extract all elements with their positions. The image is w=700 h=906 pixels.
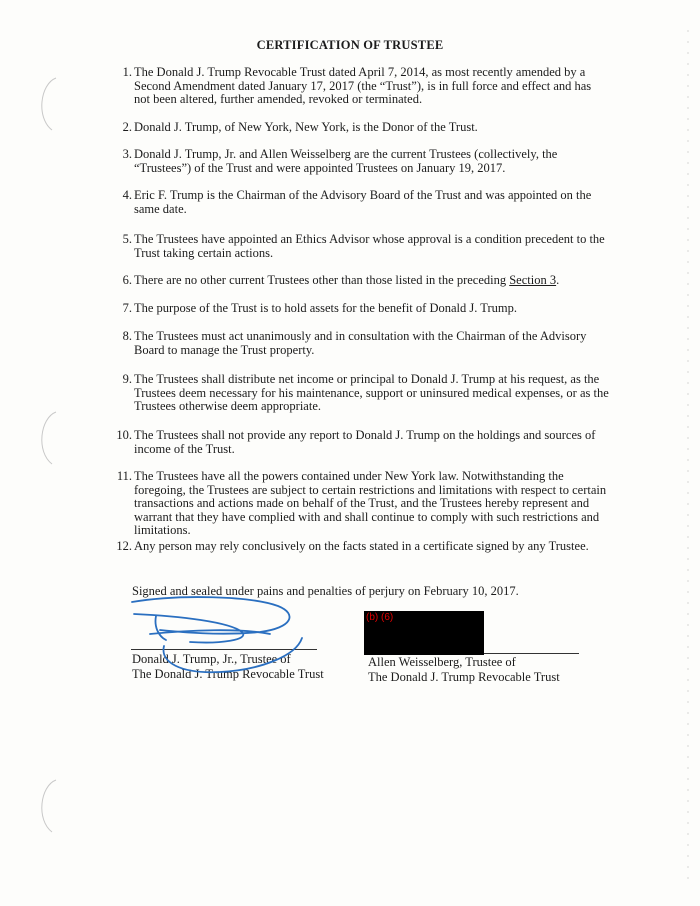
clause-text: Donald J. Trump, of New York, New York, is the Donor of the Trust. bbox=[134, 120, 478, 134]
signatory-right bbox=[368, 655, 560, 685]
clause-text-tail: . bbox=[556, 273, 560, 287]
clause-text: The Trustees have all the powers contained under New York law. Notwithstanding the foregoing, the Trustees are subject to certain restrictions and limitations with respect to certain transactions and actions made on behalf of the Trust, and the Trustees hereby represent and warrant that they have complied with and shall continue to comply with such restrictions and limitations. bbox=[134, 469, 607, 537]
section-reference: Section 3 bbox=[509, 273, 557, 287]
clause-number: 11. bbox=[116, 469, 132, 483]
signatory-left-trust: The Donald J. Trump Revocable Trust bbox=[132, 667, 324, 681]
signatory-left-name: Donald J. Trump, Jr., Trustee of bbox=[132, 652, 291, 666]
signatory-right-trust: The Donald J. Trump Revocable Trust bbox=[368, 670, 560, 684]
clause-text bbox=[134, 274, 610, 288]
redaction-label: (b) (6) bbox=[366, 612, 394, 623]
page-edge-marks bbox=[682, 0, 694, 906]
clause-number: 9. bbox=[122, 372, 132, 386]
clause-number: 6. bbox=[122, 273, 132, 287]
punch-holes-decoration bbox=[18, 0, 58, 906]
clause-text: Any person may rely conclusively on the facts stated in a certificate signed by any Trustee. bbox=[134, 539, 589, 553]
clause-number: 3. bbox=[122, 147, 132, 161]
clause-text: The Trustees shall not provide any report to Donald J. Trump on the holdings and sources of income of the Trust. bbox=[134, 428, 596, 456]
document-title: CERTIFICATION OF TRUSTEE bbox=[256, 38, 444, 52]
handwritten-signature bbox=[120, 592, 320, 682]
clause-number: 1. bbox=[122, 65, 132, 79]
clause-text: The Trustees shall distribute net income or principal to Donald J. Trump at his request, as the Trustees deem necessary for his maintenance, support or uninsured medical expenses, or as the Trustees otherwise deem appropriate. bbox=[134, 372, 609, 413]
clause-number: 4. bbox=[122, 188, 132, 202]
clause-number: 12. bbox=[116, 539, 132, 553]
clause-number: 7. bbox=[122, 301, 132, 315]
clause-number: 2. bbox=[122, 120, 132, 134]
clause-text: Donald J. Trump, Jr. and Allen Weisselberg are the current Trustees (collectively, the “Trustees”) of the Trust and were appointed Trustees on January 19, 2017. bbox=[134, 147, 558, 175]
clause-number: 8. bbox=[122, 329, 132, 343]
clause-text: The Trustees have appointed an Ethics Advisor whose approval is a condition precedent to the Trust taking certain actions. bbox=[134, 232, 605, 260]
signatory-right-name: Allen Weisselberg, Trustee of bbox=[368, 655, 516, 669]
clause-text: The Trustees must act unanimously and in consultation with the Chairman of the Advisory Board to manage the Trust property. bbox=[134, 329, 587, 357]
clause-text: Eric F. Trump is the Chairman of the Advisory Board of the Trust and was appointed on the same date. bbox=[134, 188, 592, 216]
clause-text-lead: There are no other current Trustees other than those listed in the preceding bbox=[134, 273, 510, 287]
clause-number: 5. bbox=[122, 232, 132, 246]
clause-text: The purpose of the Trust is to hold assets for the benefit of Donald J. Trump. bbox=[134, 301, 517, 315]
clause-number: 10. bbox=[116, 428, 132, 442]
clause-text: The Donald J. Trump Revocable Trust dated April 7, 2014, as most recently amended by a Second Amendment dated January 17, 2017 (the “Trust”), is in full force and effect and has not been altered, further amended, revoked or terminated. bbox=[134, 65, 592, 106]
signed-statement: Signed and sealed under pains and penalties of perjury on February 10, 2017. bbox=[132, 584, 519, 598]
redaction-block bbox=[364, 611, 484, 655]
